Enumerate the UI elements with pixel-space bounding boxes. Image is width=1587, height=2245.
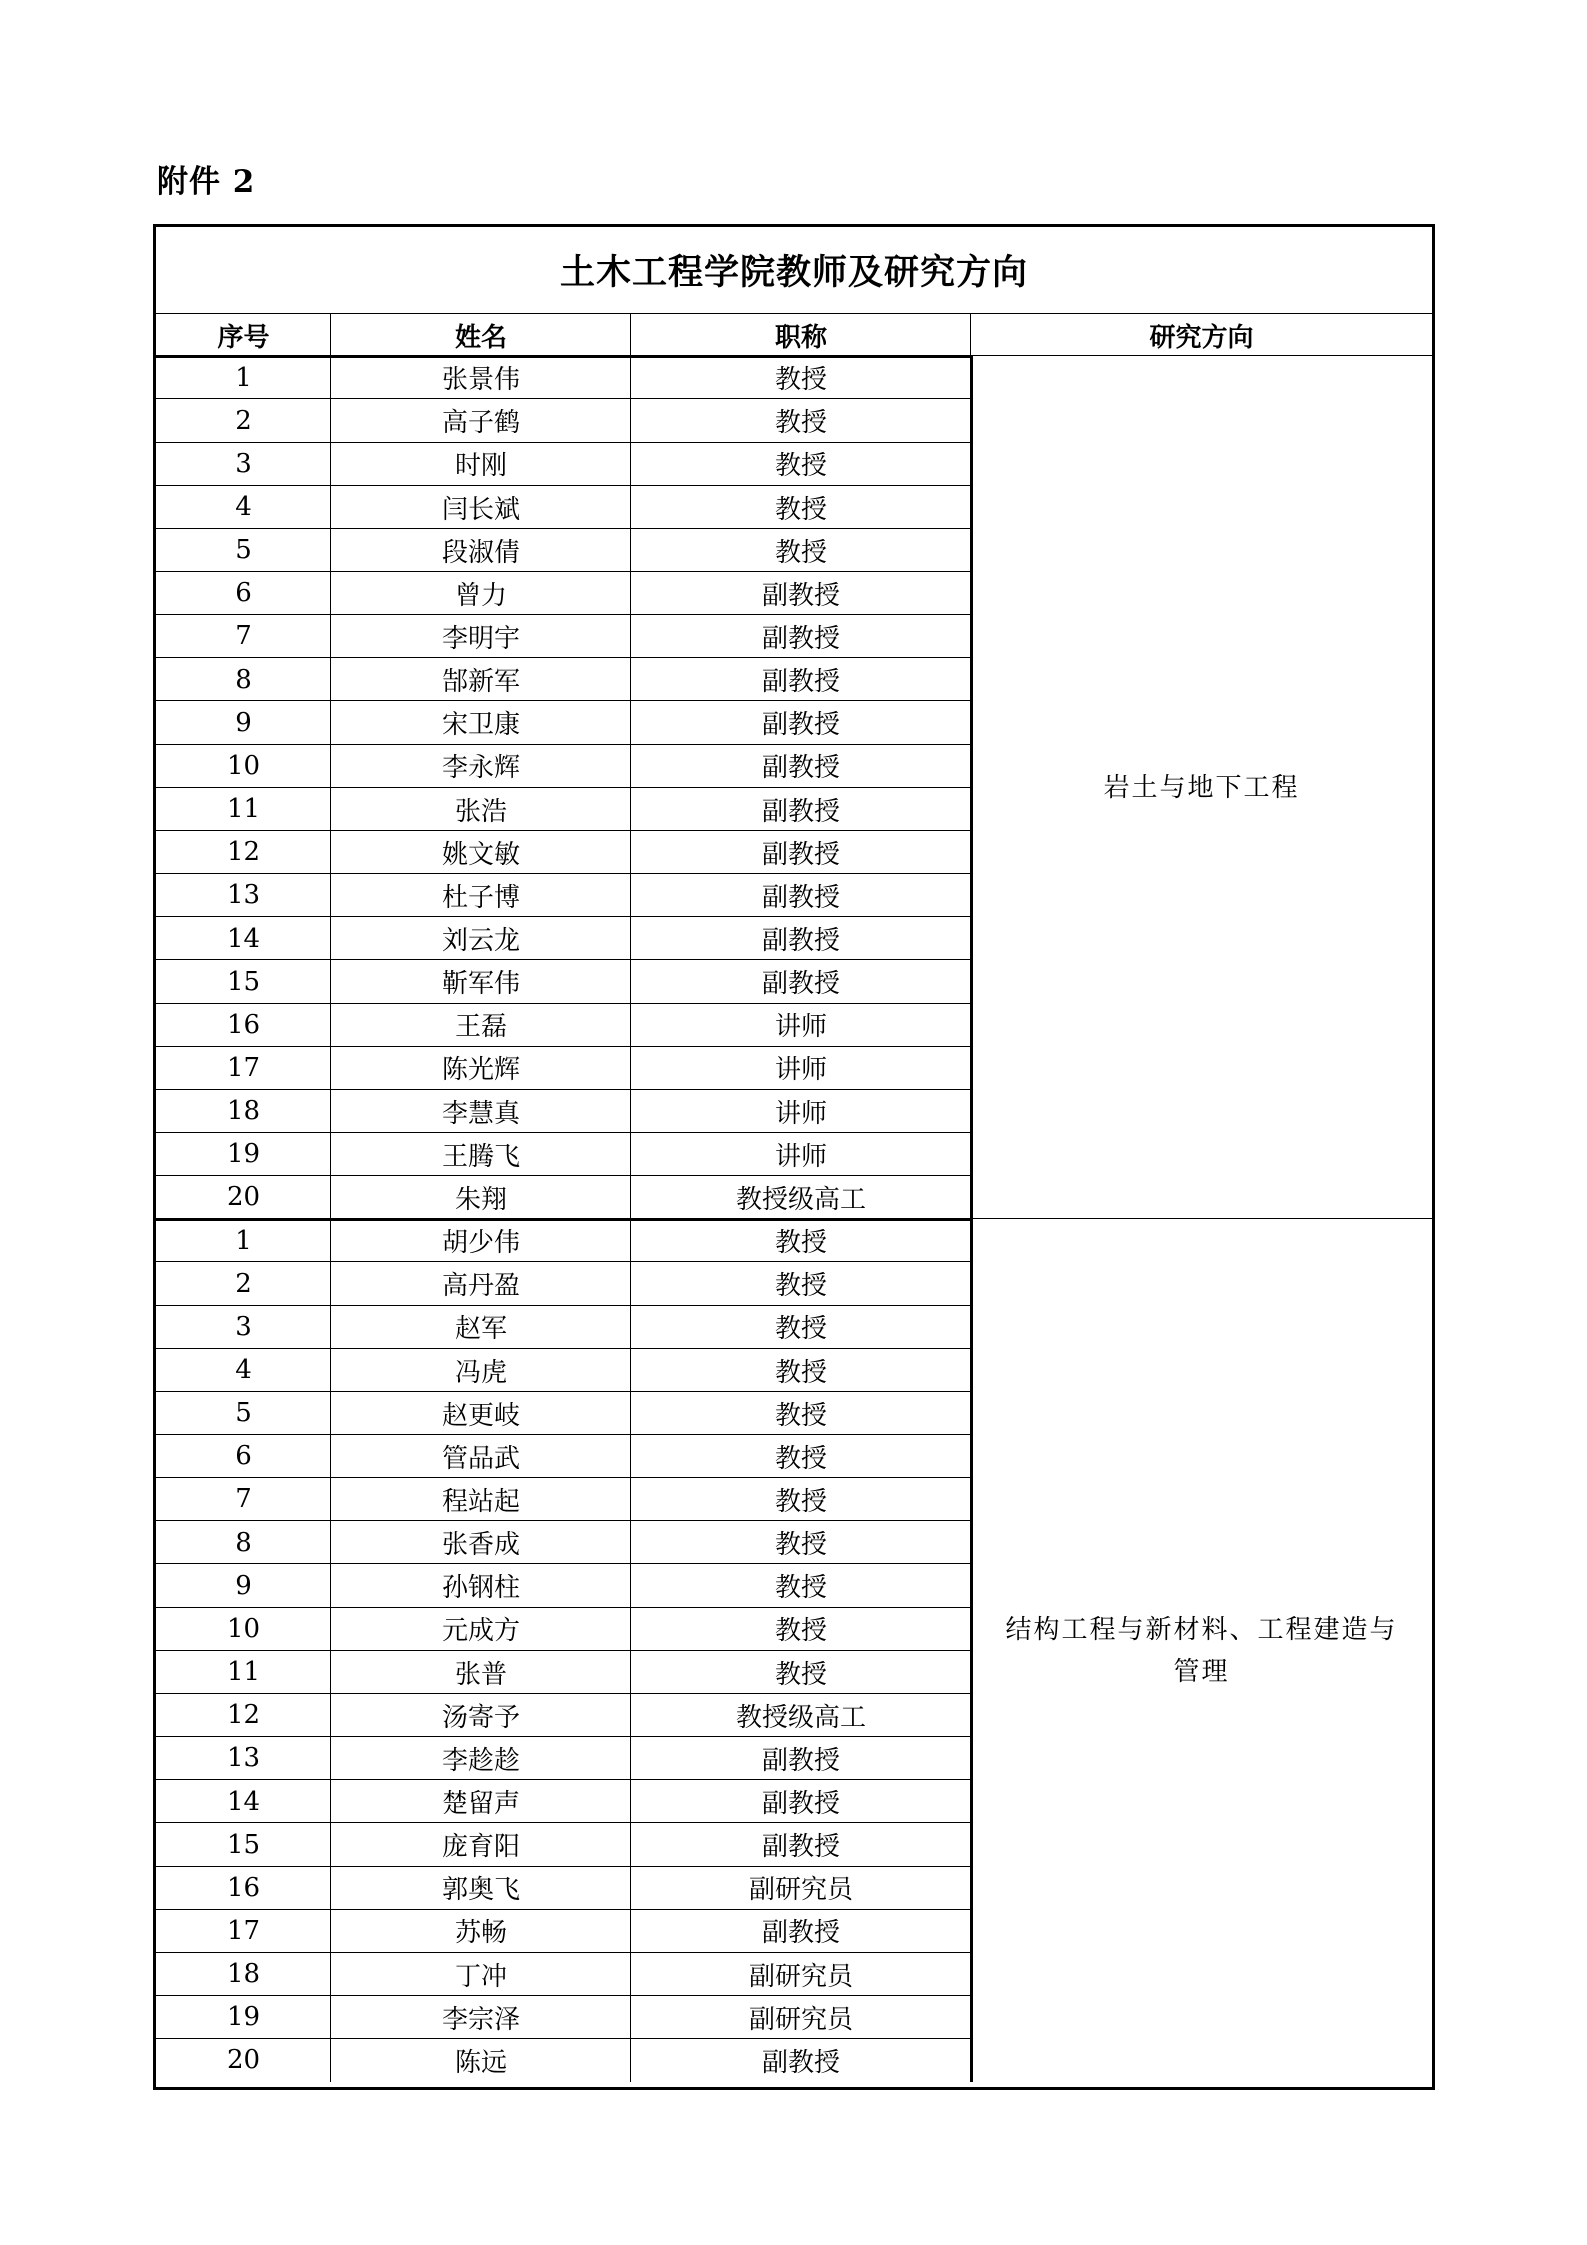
row-name: 高子鹤 [441,408,520,439]
row-name: 刘云龙 [441,926,520,956]
row-name: 孙钢柱 [441,1573,520,1604]
row-name: 王磊 [454,1012,507,1043]
row-name: 胡少伟 [441,1228,520,1259]
row-title: 教授 [774,408,827,439]
row-title: 讲师 [774,1012,827,1043]
row-index: 14 [226,1786,261,1817]
row-index: 12 [226,1700,261,1731]
row-title: 副教授 [761,882,840,913]
row-index: 9 [235,707,252,738]
row-name: 李明宇 [441,623,520,654]
row-index: 14 [226,923,261,954]
grid-line [630,356,631,1219]
faculty-table [153,224,1435,2090]
row-name: 李永辉 [441,753,520,784]
row-index: 7 [235,621,252,652]
row-title: 副教授 [761,796,840,827]
row-name: 元成方 [441,1616,520,1647]
grid-line [156,355,971,358]
row-index: 2 [235,1268,252,1299]
row-title: 教授 [774,494,827,525]
row-name: 闫长斌 [441,494,520,525]
row-index: 10 [226,1613,261,1644]
row-title: 教授级高工 [735,1702,866,1733]
row-index: 6 [235,578,252,609]
row-title: 教授 [774,1228,827,1259]
row-name: 张浩 [454,796,507,827]
row-title: 教授级高工 [735,1184,866,1215]
row-index: 17 [226,1915,261,1946]
row-title: 教授 [774,1314,827,1345]
row-index: 17 [226,1052,261,1083]
row-name: 管品武 [441,1443,520,1474]
row-index: 7 [235,1484,252,1515]
row-title: 副教授 [761,1918,840,1949]
row-title: 副研究员 [748,1961,853,1992]
row-name: 时刚 [454,451,507,482]
row-index: 8 [235,1527,252,1558]
row-index: 1 [235,362,252,393]
row-index: 18 [226,1096,261,1127]
row-title: 讲师 [774,1055,827,1086]
row-title: 副教授 [761,839,840,870]
row-title: 副教授 [761,969,840,1000]
row-name: 赵更岐 [441,1400,520,1431]
research-direction: 结构工程与新材料、工程建造与管理 [1005,1614,1398,1687]
row-name: 李慧真 [441,1098,520,1129]
row-name: 高丹盈 [441,1271,520,1302]
row-index: 1 [235,1225,252,1256]
row-name: 冯虎 [454,1357,507,1388]
row-name: 张景伟 [441,365,520,396]
grid-line [630,314,631,356]
row-title: 教授 [774,1400,827,1431]
row-name: 杜子博 [441,882,520,913]
row-title: 教授 [774,451,827,482]
row-index: 15 [226,1829,261,1860]
row-name: 李宗泽 [441,2004,520,2035]
row-name: 李趁趁 [441,1745,520,1776]
row-index: 19 [226,1139,261,1170]
row-title: 副教授 [761,623,840,654]
header-index: 序号 [217,322,270,353]
row-index: 5 [235,535,252,566]
row-name: 段淑倩 [441,537,520,568]
row-title: 副教授 [761,926,840,956]
row-name: 张香成 [441,1530,520,1561]
row-title: 副教授 [761,580,840,611]
row-name: 丁冲 [454,1961,507,1992]
row-title: 副教授 [761,1745,840,1776]
row-title: 讲师 [774,1098,827,1129]
row-index: 18 [226,1959,261,1990]
row-title: 副教授 [761,2047,840,2078]
row-index: 8 [235,664,252,695]
row-index: 20 [226,2045,261,2076]
row-name: 郜新军 [441,667,520,698]
header-direction: 研究方向 [1149,322,1254,353]
row-name: 苏畅 [454,1918,507,1949]
row-title: 教授 [774,365,827,396]
row-index: 20 [226,1182,261,1213]
row-title: 讲师 [774,1141,827,1172]
row-index: 5 [235,1398,252,1429]
row-index: 12 [226,837,261,868]
row-title: 教授 [774,1271,827,1302]
attachment-label: 附件 2 [157,164,256,200]
row-name: 宋卫康 [441,710,520,741]
grid-line [970,1219,973,2082]
grid-line [330,314,331,356]
row-index: 16 [226,1009,261,1040]
row-title: 教授 [774,1486,827,1517]
row-name: 靳军伟 [441,969,520,1000]
row-title: 副教授 [761,710,840,741]
row-index: 2 [235,405,252,436]
row-name: 曾力 [454,580,507,611]
row-name: 郭奥飞 [441,1875,520,1906]
row-index: 19 [226,2002,261,2033]
grid-line [330,1219,331,2082]
row-index: 11 [226,794,261,825]
row-index: 6 [235,1441,252,1472]
row-name: 赵军 [454,1314,507,1345]
grid-line [330,356,331,1219]
row-name: 程站起 [441,1486,520,1517]
row-title: 副教授 [761,753,840,784]
research-direction: 岩土与地下工程 [1103,772,1300,803]
row-index: 4 [235,1355,252,1385]
row-name: 张普 [454,1659,507,1690]
row-title: 教授 [774,1573,827,1604]
row-index: 10 [226,750,261,781]
table-title: 土木工程学院教师及研究方向 [156,227,1432,314]
row-index: 4 [235,492,252,522]
row-title: 教授 [774,537,827,568]
row-title: 教授 [774,1357,827,1388]
row-index: 3 [235,448,252,479]
row-title: 副教授 [761,1789,840,1819]
row-title: 副研究员 [748,1875,853,1906]
row-title: 教授 [774,1530,827,1561]
row-name: 王腾飞 [441,1141,520,1172]
header-title: 职称 [774,322,827,353]
row-name: 朱翔 [454,1184,507,1215]
row-title: 教授 [774,1616,827,1647]
header-name: 姓名 [454,322,507,353]
row-title: 教授 [774,1659,827,1690]
row-index: 15 [226,966,261,997]
row-title: 副教授 [761,667,840,698]
row-index: 11 [226,1657,261,1688]
row-title: 副教授 [761,1832,840,1863]
row-name: 汤寄予 [441,1702,520,1733]
row-name: 陈远 [454,2047,507,2078]
grid-line [970,314,971,356]
row-name: 庞育阳 [441,1832,520,1863]
grid-line [970,356,973,1219]
grid-line [630,1219,631,2082]
row-name: 姚文敏 [441,839,520,870]
row-index: 13 [226,880,261,911]
row-index: 13 [226,1743,261,1774]
row-index: 3 [235,1311,252,1342]
row-title: 教授 [774,1443,827,1474]
row-index: 9 [235,1570,252,1601]
row-name: 楚留声 [441,1789,520,1819]
row-index: 16 [226,1872,261,1903]
row-title: 副研究员 [748,2004,853,2035]
row-name: 陈光辉 [441,1055,520,1086]
